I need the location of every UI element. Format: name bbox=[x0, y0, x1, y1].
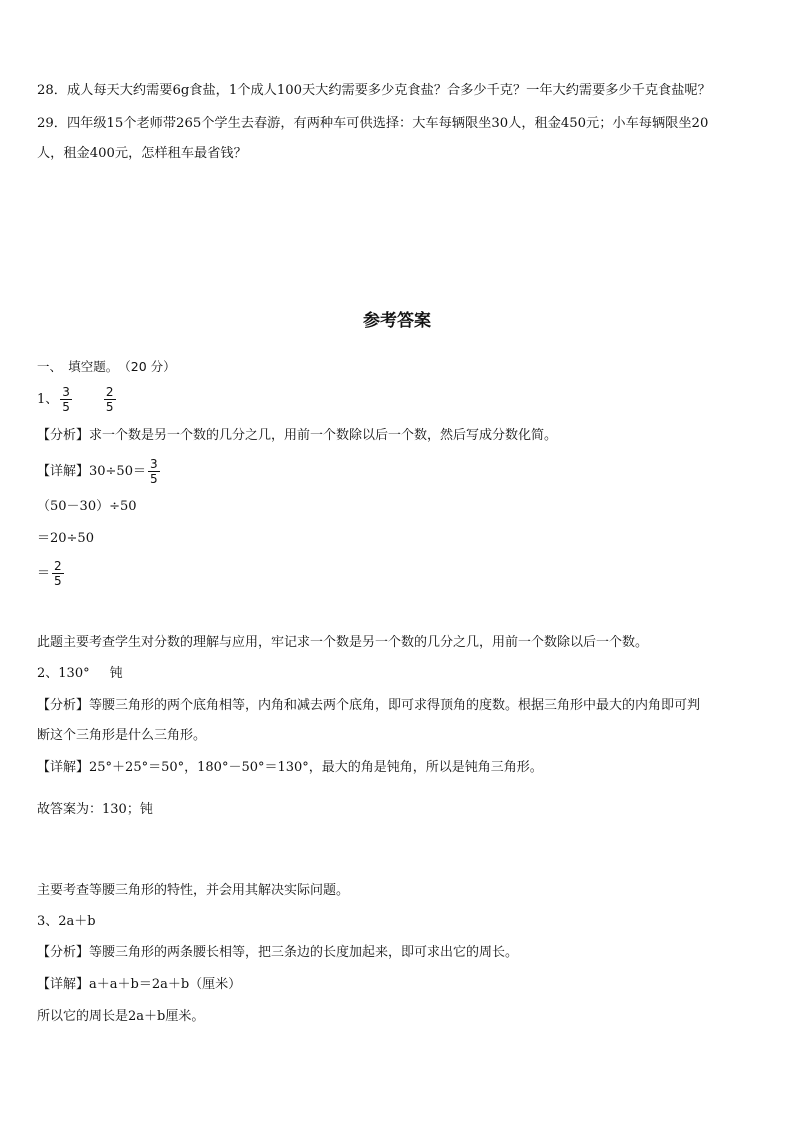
answer-2-angle: 2、130° bbox=[37, 666, 90, 681]
answer-1-step1: （50－30）÷50 bbox=[37, 499, 137, 514]
answer-2-type: 钝 bbox=[109, 666, 123, 681]
answer-1-step3-prefix: ＝ bbox=[37, 566, 51, 581]
answer-3-line: 3、2a＋b bbox=[37, 914, 96, 929]
answer-1-line bbox=[37, 380, 118, 420]
fraction-three-fifths: $\frac{3}{5}$ bbox=[62, 385, 70, 414]
question-29-line1: 29．四年级15个老师带265个学生去春游，有两种车可供选择：大车每辆限坐30人，租金450元；小车每辆限坐20 bbox=[37, 116, 709, 131]
answer-2-line bbox=[37, 665, 123, 683]
answer-1-detail-text: 【详解】30÷50＝ bbox=[37, 464, 146, 479]
answer-3-detail: 【详解】a＋a＋b＝2a＋b（厘米） bbox=[37, 977, 242, 992]
answer-2-summary: 主要考查等腰三角形的特性，并会用其解决实际问题。 bbox=[37, 883, 350, 898]
answer-1-prefix: 1、 bbox=[37, 392, 59, 407]
answer-2-analysis-line1: 【分析】等腰三角形的两个底角相等，内角和减去两个底角，即可求得顶角的度数。根据三角形中最大的内角即可判 bbox=[37, 698, 701, 713]
answer-3-analysis: 【分析】等腰三角形的两条腰长相等，把三条边的长度加起来，即可求出它的周长。 bbox=[37, 945, 519, 960]
question-29-line2: 人，租金400元，怎样租车最省钱？ bbox=[37, 146, 247, 161]
answer-1-step3 bbox=[37, 554, 66, 594]
fraction-two-fifths: $\frac{2}{5}$ bbox=[105, 385, 114, 414]
fraction-detail-three-fifths: $\frac{3}{5}$ bbox=[149, 457, 158, 486]
answer-3-conclusion: 所以它的周长是2a＋b厘米。 bbox=[37, 1009, 205, 1024]
fraction-step-two-fifths: $\frac{2}{5}$ bbox=[54, 559, 62, 588]
answer-2-final: 故答案为：130；钝 bbox=[37, 802, 153, 817]
answer-2-analysis-line2: 断这个三角形是什么三角形。 bbox=[37, 728, 207, 743]
answer-2-detail: 【详解】25°＋25°＝50°，180°－50°＝130°，最大的角是钝角，所以是钝角三角形。 bbox=[37, 760, 543, 775]
answers-title: 参考答案 bbox=[363, 311, 431, 331]
answer-1-analysis: 【分析】求一个数是另一个数的几分之几，用前一个数除以后一个数，然后写成分数化简。 bbox=[37, 428, 558, 443]
answer-1-summary: 此题主要考查学生对分数的理解与应用，牢记求一个数是另一个数的几分之几，用前一个数除以后一个数。 bbox=[37, 635, 649, 650]
section-heading: 一、 填空题。 （20 分） bbox=[37, 359, 176, 374]
question-28: 28．成人每天大约需要6g食盐，1个成人100天大约需要多少克食盐？合多少千克？一年大约需要多少千克食盐呢？ bbox=[37, 83, 711, 98]
answer-1-detail bbox=[37, 452, 162, 492]
answer-1-step2: ＝20÷50 bbox=[37, 531, 94, 546]
